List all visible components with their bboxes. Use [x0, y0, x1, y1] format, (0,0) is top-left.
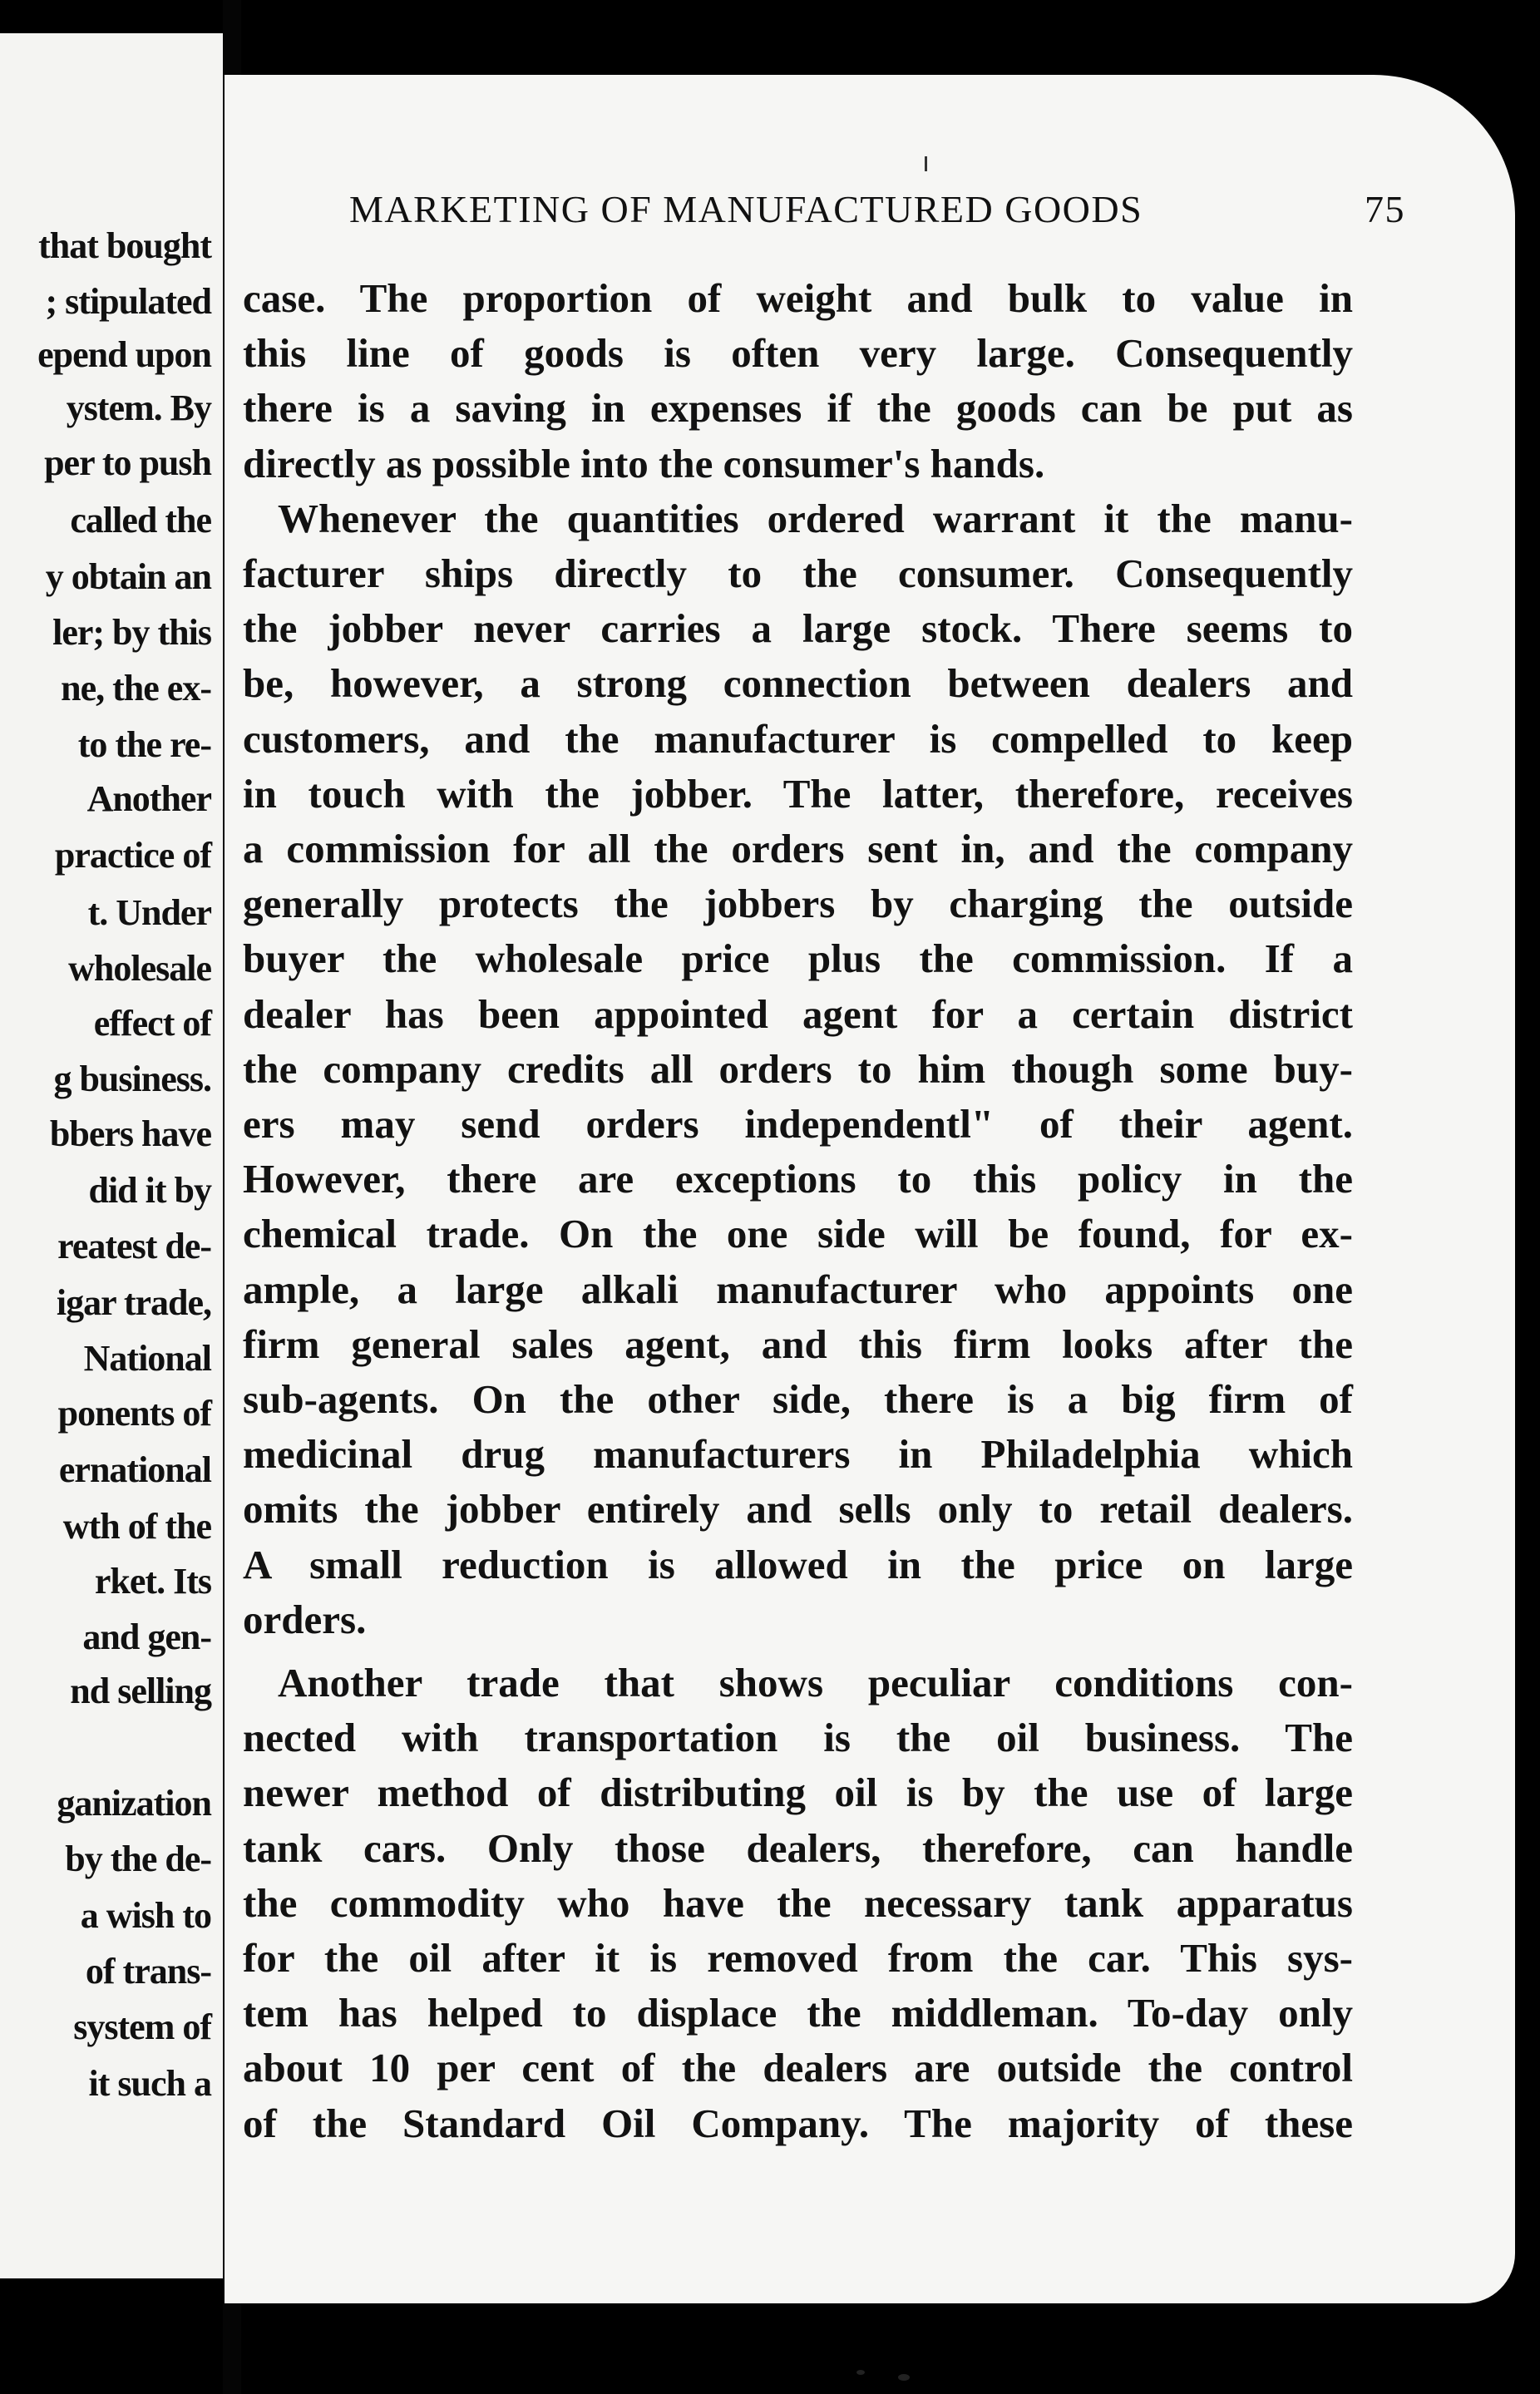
- left-page-fragment: of trans-: [85, 1951, 211, 1992]
- left-page-fragment: y obtain an: [45, 556, 211, 597]
- left-page-fragment: ystem. By: [66, 387, 211, 428]
- text-line: Another trade that shows peculiar conditions con-: [278, 1660, 1353, 1705]
- text-line: the jobber never carries a large stock. There seems to: [243, 605, 1353, 651]
- text-line: directly as possible into the consumer's hands.: [243, 441, 1045, 486]
- left-page-fragment: ernational: [58, 1449, 211, 1490]
- left-page-fragment: epend upon: [37, 334, 211, 375]
- text-line: orders.: [243, 1597, 367, 1642]
- previous-page-strip: [0, 33, 223, 2278]
- left-page-fragment: a wish to: [80, 1895, 211, 1936]
- text-line: case. The proportion of weight and bulk to value in: [243, 275, 1353, 321]
- text-line: tem has helped to displace the middleman. To-day only: [243, 1990, 1353, 2036]
- text-line: this line of goods is often very large. Consequently: [243, 330, 1353, 376]
- text-line: be, however, a strong connection between dealers and: [243, 660, 1353, 706]
- left-page-fragment: ne, the ex-: [61, 668, 211, 708]
- left-page-fragment: ler; by this: [52, 612, 211, 653]
- text-line: nected with transportation is the oil business. The: [243, 1715, 1353, 1760]
- left-page-fragment: by the de-: [65, 1839, 211, 1879]
- text-line: in touch with the jobber. The latter, therefore, receives: [243, 771, 1353, 817]
- left-page-fragment: reatest de-: [57, 1226, 211, 1266]
- text-line: However, there are exceptions to this policy in the: [243, 1156, 1353, 1202]
- left-page-fragment: bbers have: [49, 1113, 211, 1154]
- text-line: newer method of distributing oil is by the use of large: [243, 1770, 1353, 1815]
- text-line: the commodity who have the necessary tank apparatus: [243, 1880, 1353, 1926]
- text-line: a commission for all the orders sent in, and the company: [243, 826, 1353, 871]
- left-page-fragment: Another: [86, 778, 211, 819]
- left-page-fragment: wholesale: [68, 948, 211, 989]
- left-page-fragment: per to push: [44, 442, 211, 483]
- running-title: MARKETING OF MANUFACTURED GOODS: [349, 188, 1143, 230]
- text-line: the company credits all orders to him though some buy-: [243, 1046, 1353, 1092]
- text-line: ample, a large alkali manufacturer who appoints one: [243, 1266, 1353, 1312]
- left-page-fragment: National: [83, 1338, 211, 1379]
- text-line: firm general sales agent, and this firm looks after the: [243, 1321, 1353, 1367]
- left-page-fragment: g business.: [53, 1059, 211, 1099]
- text-line: Whenever the quantities ordered warrant it the manu-: [278, 496, 1353, 541]
- text-line: medicinal drug manufacturers in Philadelphia which: [243, 1431, 1353, 1477]
- left-page-fragment: ponents of: [57, 1393, 211, 1434]
- text-line: of the Standard Oil Company. The majority of these: [243, 2100, 1353, 2146]
- text-line: sub-agents. On the other side, there is a big firm of: [243, 1376, 1353, 1422]
- left-page-fragment: practice of: [54, 835, 211, 876]
- left-page-fragment: ganization: [57, 1783, 211, 1824]
- left-page-fragment: nd selling: [70, 1671, 211, 1711]
- text-line: customers, and the manufacturer is compelled to keep: [243, 716, 1353, 762]
- text-line: generally protects the jobbers by charging the outside: [243, 881, 1353, 926]
- left-page-fragment: wth of the: [62, 1506, 211, 1547]
- scan-speck: [898, 2374, 910, 2381]
- left-page-fragment: t. Under: [87, 892, 211, 933]
- left-page-fragment: that bought: [38, 225, 211, 266]
- text-line: ers may send orders independentl" of their agent.: [243, 1101, 1353, 1147]
- text-line: there is a saving in expenses if the goods can be put as: [243, 385, 1353, 431]
- text-line: about 10 per cent of the dealers are outside the control: [243, 2045, 1353, 2090]
- left-page-fragment: effect of: [93, 1003, 211, 1044]
- text-line: facturer ships directly to the consumer. Consequently: [243, 550, 1353, 596]
- book-page: [225, 75, 1515, 2303]
- text-line: for the oil after it is removed from the car. This sys-: [243, 1935, 1353, 1981]
- text-line: A small reduction is allowed in the price on large: [243, 1542, 1353, 1587]
- left-page-fragment: system of: [73, 2007, 211, 2047]
- left-page-fragment: igar trade,: [56, 1282, 211, 1323]
- text-line: buyer the wholesale price plus the commission. If a: [243, 935, 1353, 981]
- left-page-fragment: to the re-: [77, 724, 211, 765]
- text-line: tank cars. Only those dealers, therefore, can handle: [243, 1825, 1353, 1871]
- left-page-fragment: and gen-: [82, 1617, 211, 1657]
- page-number: 75: [1365, 188, 1405, 230]
- text-line: dealer has been appointed agent for a certain district: [243, 991, 1353, 1037]
- left-page-fragment: did it by: [88, 1170, 211, 1211]
- left-page-fragment: it such a: [88, 2063, 211, 2104]
- left-page-fragment: rket. Its: [94, 1561, 211, 1602]
- scan-speck: [856, 2370, 865, 2375]
- left-page-fragment: ; stipulated: [45, 281, 211, 322]
- left-page-fragment: called the: [70, 500, 211, 541]
- text-line: chemical trade. On the one side will be found, for ex-: [243, 1211, 1353, 1256]
- text-line: omits the jobber entirely and sells only to retail dealers.: [243, 1486, 1353, 1532]
- print-mark: [925, 156, 927, 171]
